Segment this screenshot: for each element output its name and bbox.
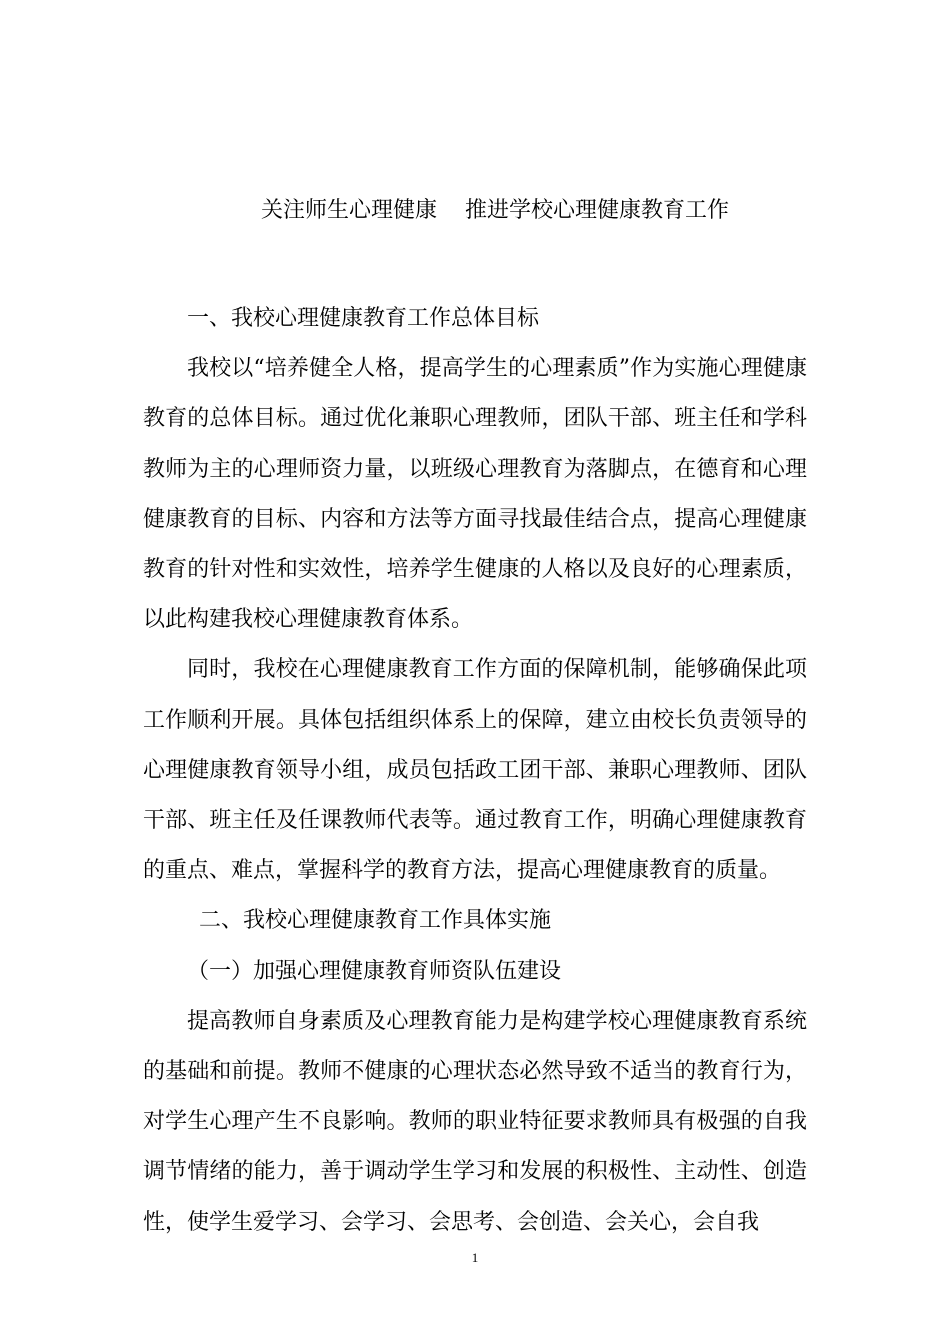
document-title: 关注师生心理健康 推进学校心理健康教育工作	[261, 198, 729, 223]
section-heading-2: 二、我校心理健康教育工作具体实施	[199, 908, 552, 934]
paragraph-2: 同时，我校在心理健康教育工作方面的保障机制，能够确保此项工作顺利开展。具体包括组织体系上的保障，建立由校长负责领导的心理健康教育领导小组，成员包括政工团干部、兼职心理教师、团队干部、班主任及任课教师代表等。通过教育工作，明确心理健康教育的重点、难点，掌握科学的教育方法，提高心理健康教育的质量。	[143, 657, 807, 884]
document-body	[143, 294, 807, 1248]
paragraph-3: 提高教师自身素质及心理教育能力是构建学校心理健康教育系统的基础和前提。教师不健康的心理状态必然导致不适当的教育行为，对学生心理产生不良影响。教师的职业特征要求教师具有极强的自我调节情绪的能力，善于调动学生学习和发展的积极性、主动性、创造性，使学生爱学习、会学习、会思考、会创造、会关心，会自我	[143, 1008, 807, 1235]
section-heading-1: 一、我校心理健康教育工作总体目标	[187, 306, 540, 331]
subsection-heading-1: （一）加强心理健康教育师资队伍建设	[187, 958, 562, 984]
page-number: 1	[471, 1250, 479, 1265]
paragraph-1: 我校以“培养健全人格，提高学生的心理素质”作为实施心理健康教育的总体目标。通过优化兼职心理教师，团队干部、班主任和学科教师为主的心理师资力量，以班级心理教育为落脚点，在德育和心理健康教育的目标、内容和方法等方面寻找最佳结合点，提高心理健康教育的针对性和实效性，培养学生健康的人格以及良好的心理素质，以此构建我校心理健康教育体系。	[143, 356, 807, 633]
